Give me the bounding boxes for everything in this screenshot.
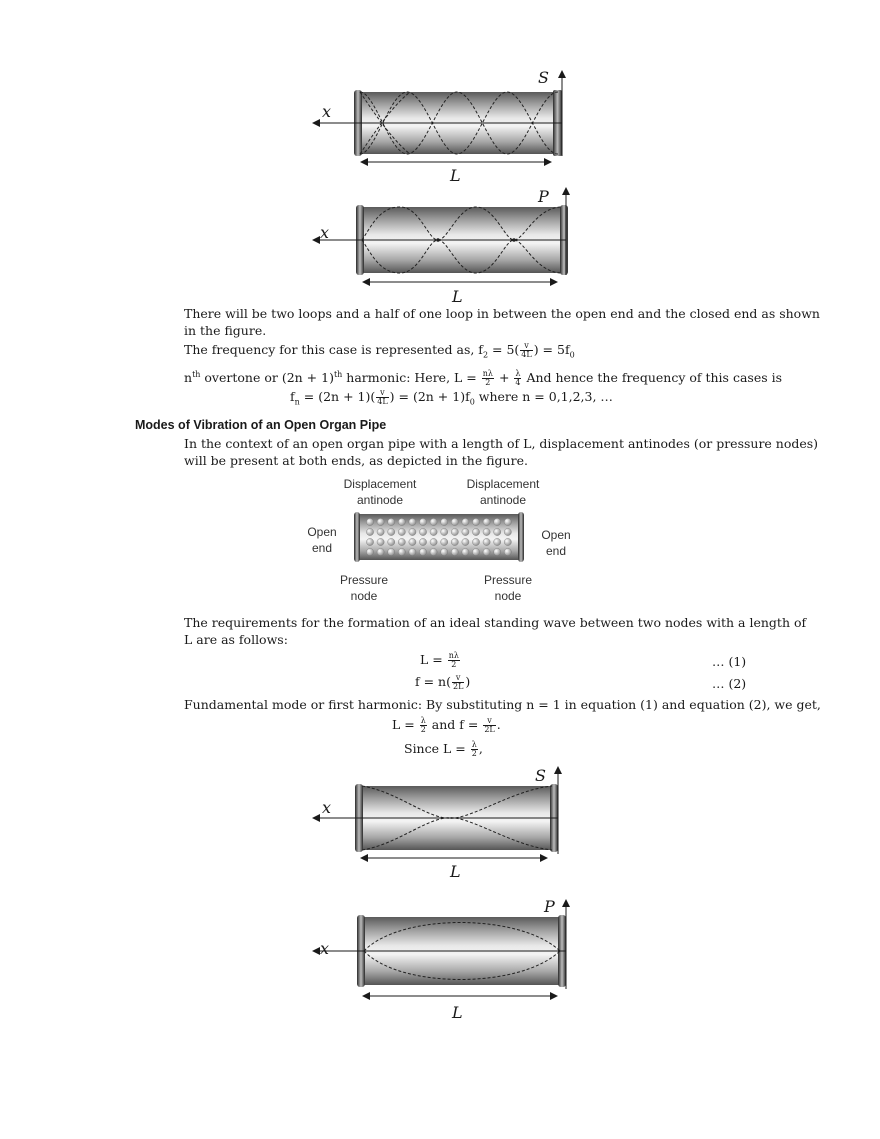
equation-2-label: … (2) xyxy=(712,676,747,691)
fraction-numerator: v xyxy=(520,342,532,351)
freq-prefix: The frequency for this case is represented as, f xyxy=(184,342,483,357)
overtone-line xyxy=(184,366,782,387)
air-particle xyxy=(504,518,511,525)
fn-tail: ) = (2n + 1)f xyxy=(389,389,470,404)
axis-label-x: x xyxy=(322,798,332,817)
length-label: L xyxy=(450,862,461,881)
since-comma: , xyxy=(478,741,483,756)
air-particle xyxy=(483,518,490,525)
air-particle xyxy=(398,518,405,525)
frequency-equation-line xyxy=(184,341,575,364)
air-particle xyxy=(441,528,448,535)
overtone-tail: And hence the frequency of this cases is xyxy=(522,370,783,386)
air-particle xyxy=(398,538,405,545)
air-particle xyxy=(483,528,490,535)
air-particle xyxy=(504,548,511,555)
fraction-n-lambda-over-2 xyxy=(482,370,494,387)
fraction-denominator: 2 xyxy=(420,725,426,734)
label-open-end-right: Open end xyxy=(541,528,571,558)
air-particle xyxy=(430,538,437,545)
fund-l-eq: L = xyxy=(392,717,419,732)
length-label: L xyxy=(452,287,463,306)
air-particle xyxy=(398,548,405,555)
air-particle xyxy=(419,518,426,525)
air-particle xyxy=(441,518,448,525)
air-particle xyxy=(504,528,511,535)
air-particle xyxy=(494,548,501,555)
length-label: L xyxy=(450,166,461,185)
fn-tail-sub: 0 xyxy=(469,397,475,407)
freq-suffix: ) = 5f xyxy=(533,342,570,357)
fraction-numerator: v xyxy=(483,717,495,726)
air-particle xyxy=(388,518,395,525)
fraction-denominator: 2 xyxy=(471,749,477,758)
air-particle xyxy=(451,528,458,535)
air-particle xyxy=(398,528,405,535)
fraction-numerator: λ xyxy=(471,740,477,749)
eq2-rhs: ) xyxy=(465,674,471,689)
air-particle xyxy=(419,548,426,555)
freq-mid: = 5( xyxy=(488,342,520,357)
fraction-denominator: 4L xyxy=(521,350,532,359)
air-particle xyxy=(419,538,426,545)
paragraph-requirements-line2: L are as follows: xyxy=(184,632,288,647)
label-open-end-left: Open end xyxy=(307,525,337,555)
overtone-th2: th xyxy=(333,370,343,379)
overtone-th1: th xyxy=(192,370,201,379)
air-particle xyxy=(430,518,437,525)
figure-open-pipe-particles xyxy=(290,474,590,606)
since-line xyxy=(404,740,483,758)
fraction-denominator: 2L xyxy=(452,682,464,691)
plus-sign: + xyxy=(494,370,514,386)
air-particle xyxy=(494,518,501,525)
air-particle xyxy=(430,548,437,555)
air-particle xyxy=(451,538,458,545)
fraction-numerator: v xyxy=(452,674,464,683)
axis-label-s: S xyxy=(535,766,546,785)
eq1-fraction xyxy=(448,652,460,669)
air-particle xyxy=(462,528,469,535)
air-particle xyxy=(483,548,490,555)
fn-where: where n = 0,1,2,3, … xyxy=(474,389,613,404)
air-particle xyxy=(462,518,469,525)
freq-fraction xyxy=(520,342,532,359)
figure-closed-pipe-displacement xyxy=(300,62,590,192)
open-pipe-displacement-diagram xyxy=(300,762,590,887)
fraction-denominator: 4 xyxy=(515,378,521,388)
air-particle xyxy=(409,548,416,555)
fraction-denominator: 2L xyxy=(484,725,495,734)
harmonic-text: harmonic: Here, L = xyxy=(342,370,481,386)
fraction-numerator: λ xyxy=(515,369,521,379)
air-particle xyxy=(388,548,395,555)
fn-equation-line xyxy=(290,388,613,411)
air-particle xyxy=(483,538,490,545)
axis-label-x: x xyxy=(320,223,330,242)
air-particle xyxy=(388,538,395,545)
air-particle xyxy=(462,538,469,545)
fraction-denominator: 2 xyxy=(451,660,457,669)
air-particle xyxy=(366,548,373,555)
air-particle xyxy=(430,528,437,535)
axis-label-s: S xyxy=(538,68,549,87)
figure-closed-pipe-pressure xyxy=(300,185,590,305)
air-particle xyxy=(366,528,373,535)
equation-2 xyxy=(415,673,470,691)
air-particle xyxy=(494,528,501,535)
fund-l-fraction xyxy=(420,717,427,734)
fraction-numerator: nλ xyxy=(482,369,493,379)
freq-sub: 2 xyxy=(482,350,489,360)
air-particle xyxy=(409,538,416,545)
air-particle xyxy=(377,528,384,535)
figure-open-pipe-pressure xyxy=(300,895,590,1025)
fund-and: and f = xyxy=(427,717,483,732)
axis-label-x: x xyxy=(322,102,332,121)
figure-open-pipe-displacement xyxy=(300,762,590,887)
air-particle xyxy=(377,518,384,525)
air-particle xyxy=(462,548,469,555)
air-particle xyxy=(472,548,479,555)
label-pressure-node-right: Pressure node xyxy=(483,573,533,603)
fraction-numerator: v xyxy=(376,389,388,398)
air-particle xyxy=(472,538,479,545)
overtone-text: overtone or (2n + 1) xyxy=(200,370,334,386)
fund-f-fraction xyxy=(483,717,495,734)
eq2-fraction xyxy=(452,674,464,691)
eq1-lhs: L = xyxy=(420,652,447,667)
paragraph-open-pipe-line2: will be present at both ends, as depicted in the figure. xyxy=(184,453,528,468)
paragraph-two-loops-line1: There will be two loops and a half of one loop in between the open end and the closed end as shown xyxy=(184,306,820,321)
eq2-lhs: f = n( xyxy=(415,674,451,689)
length-label: L xyxy=(452,1003,463,1022)
axis-label-x: x xyxy=(320,939,330,958)
fraction-denominator: 4L xyxy=(377,397,388,406)
air-particle xyxy=(451,548,458,555)
section-heading: Modes of Vibration of an Open Organ Pipe xyxy=(135,418,387,432)
air-particle xyxy=(388,528,395,535)
air-particle xyxy=(504,538,511,545)
since-text: Since L = xyxy=(404,741,470,756)
freq-suffix-sub: 0 xyxy=(569,350,575,360)
fraction-numerator: λ xyxy=(420,716,426,725)
air-particle xyxy=(419,528,426,535)
fund-period: . xyxy=(496,717,501,732)
equation-1 xyxy=(420,651,461,669)
air-particle xyxy=(472,518,479,525)
air-particle xyxy=(366,538,373,545)
equation-1-label: … (1) xyxy=(712,654,747,669)
fraction-denominator: 2 xyxy=(485,378,491,388)
air-particle xyxy=(377,538,384,545)
air-particle xyxy=(409,518,416,525)
air-particle xyxy=(366,518,373,525)
air-particle xyxy=(451,518,458,525)
label-pressure-node-left: Pressure node xyxy=(339,573,389,603)
air-particle xyxy=(441,548,448,555)
fundamental-mode-line: Fundamental mode or first harmonic: By substituting n = 1 in equation (1) and equation (2), we get, xyxy=(184,697,821,712)
since-fraction xyxy=(471,741,478,758)
fn-f: f xyxy=(290,389,295,404)
fraction-lambda-over-4 xyxy=(514,370,521,387)
air-particle xyxy=(472,528,479,535)
fn-fraction xyxy=(376,389,388,406)
paragraph-open-pipe-line1: In the context of an open organ pipe with a length of L, displacement antinodes (or pressure nodes) xyxy=(184,436,819,451)
paragraph-requirements-line1: The requirements for the formation of an ideal standing wave between two nodes with a length of xyxy=(184,615,807,630)
fraction-numerator: nλ xyxy=(448,651,459,660)
paragraph-two-loops-line2: in the figure. xyxy=(184,323,267,338)
overtone-n: n xyxy=(184,370,193,386)
axis-label-p: P xyxy=(538,187,549,206)
label-displacement-antinode-left: Displacement antinode xyxy=(343,477,417,507)
air-particle xyxy=(409,528,416,535)
label-displacement-antinode-right: Displacement antinode xyxy=(466,477,540,507)
axis-label-p: P xyxy=(544,897,555,916)
fundamental-equations xyxy=(392,716,501,734)
air-particle xyxy=(377,548,384,555)
air-particle xyxy=(494,538,501,545)
fn-sub: n xyxy=(294,397,300,407)
air-particle xyxy=(441,538,448,545)
fn-mid: = (2n + 1)( xyxy=(299,389,376,404)
